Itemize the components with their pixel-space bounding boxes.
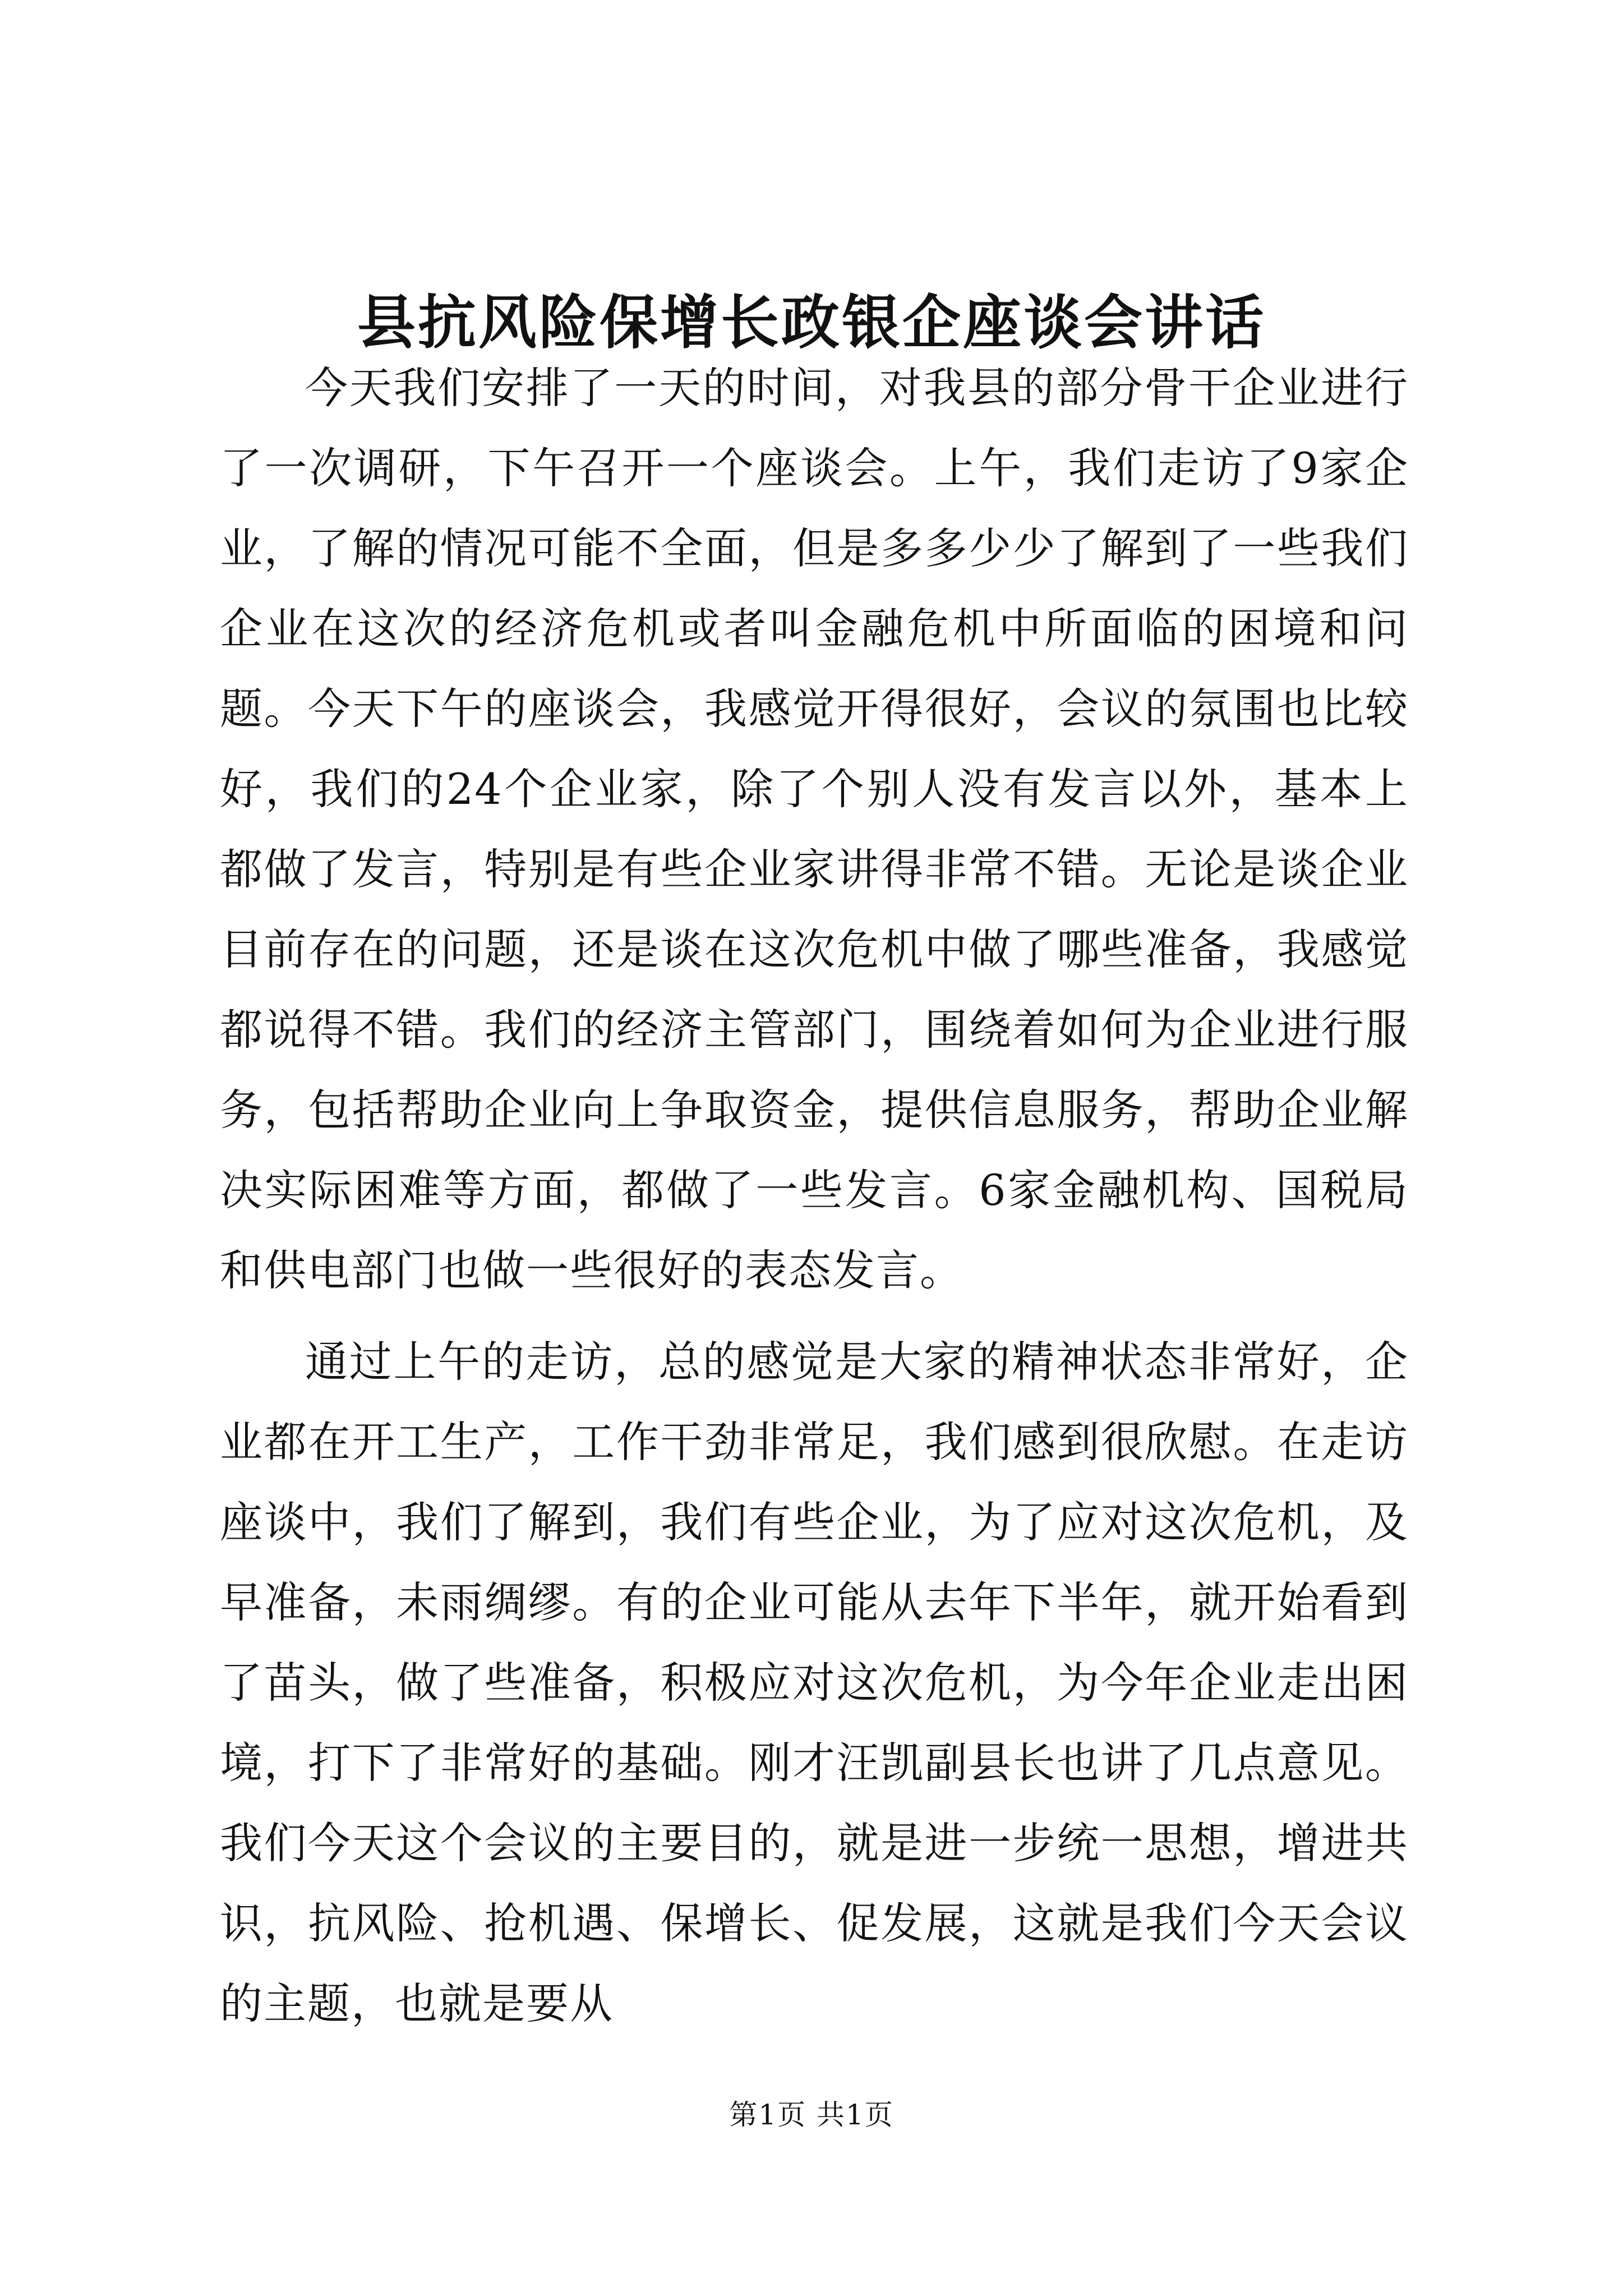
paragraph-1: 今天我们安排了一天的时间，对我县的部分骨干企业进行了一次调研，下午召开一个座谈会。上午，我们走访了9家企业，了解的情况可能不全面，但是多多少少了解到了一些我们企业在这次的经济危机或者叫金融危机中所面临的困境和问题。今天下午的座谈会，我感觉开得很好，会议的氛围也比较好，我们的24个企业家，除了个别人没有发言以外，基本上都做了发言，特别是有些企业家讲得非常不错。无论是谈企业目前存在的问题，还是谈在这次危机中做了哪些准备，我感觉都说得不错。我们的经济主管部门，围绕着如何为企业进行服务，包括帮助企业向上争取资金，提供信息服务，帮助企业解决实际困难等方面，都做了一些发言。6家金融机构、国税局和供电部门也做一些很好的表态发言。 — [220, 363, 1409, 1295]
page-footer: 第1页 共1页 — [729, 2099, 894, 2131]
paragraph-2: 通过上午的走访，总的感觉是大家的精神状态非常好，企业都在开工生产，工作干劲非常足，我们感到很欣慰。在走访座谈中，我们了解到，我们有些企业，为了应对这次危机，及早准备，未雨绸缪。有的企业可能从去年下半年，就开始看到了苗头，做了些准备，积极应对这次危机，为今年企业走出困境，打下了非常好的基础。刚才汪凯副县长也讲了几点意见。我们今天这个会议的主要目的，就是进一步统一思想，增进共识，抗风险、抢机遇、保增长、促发展，这就是我们今天会议的主题，也就是要从 — [220, 1337, 1409, 2028]
document-body — [220, 348, 1409, 2044]
document-title: 县抗风险保增长政银企座谈会讲话 — [357, 288, 1266, 357]
